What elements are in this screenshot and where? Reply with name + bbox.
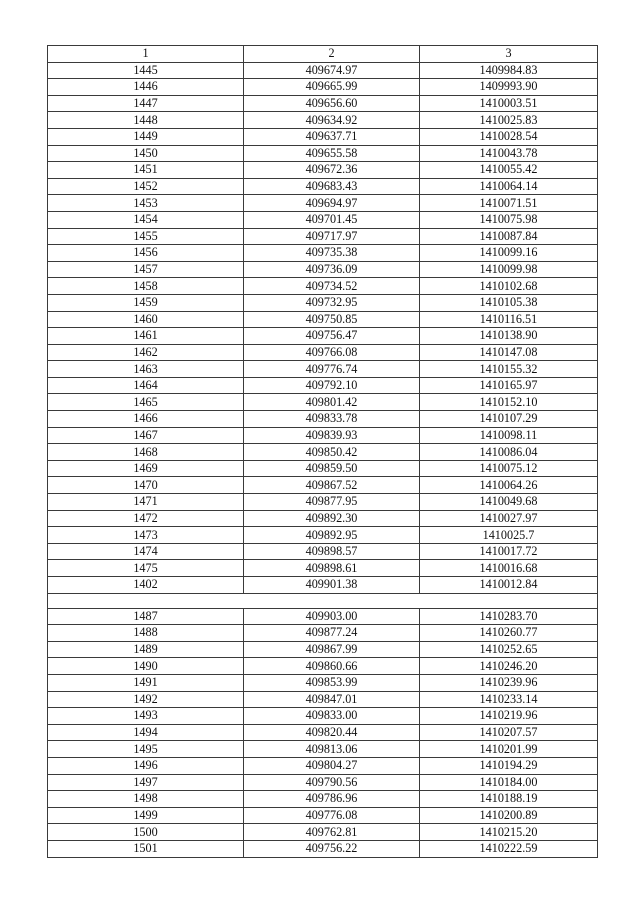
table-row [48, 477, 598, 494]
table-row [48, 377, 598, 394]
table-row [48, 411, 598, 428]
x-coordinate-cell: 409839.93 [244, 427, 420, 444]
table-row [48, 444, 598, 461]
header-cell-2: 2 [244, 46, 420, 63]
x-coordinate-cell: 409656.60 [244, 95, 420, 112]
point-number-cell: 1456 [48, 245, 244, 262]
table-row [48, 245, 598, 262]
point-number-cell: 1447 [48, 95, 244, 112]
point-number-cell: 1450 [48, 145, 244, 162]
table-row [48, 791, 598, 808]
y-coordinate-cell: 1409984.83 [420, 62, 598, 79]
x-coordinate-cell: 409892.95 [244, 527, 420, 544]
table-row [48, 691, 598, 708]
y-coordinate-cell: 1410222.59 [420, 840, 598, 857]
y-coordinate-cell: 1410099.98 [420, 261, 598, 278]
x-coordinate-cell: 409892.30 [244, 510, 420, 527]
table-row [48, 394, 598, 411]
point-number-cell: 1494 [48, 724, 244, 741]
header-cell-3: 3 [420, 46, 598, 63]
x-coordinate-cell: 409898.61 [244, 560, 420, 577]
y-coordinate-cell: 1410064.14 [420, 178, 598, 195]
y-coordinate-cell: 1410188.19 [420, 791, 598, 808]
point-number-cell: 1491 [48, 674, 244, 691]
header-row [48, 46, 598, 63]
point-number-cell: 1464 [48, 377, 244, 394]
x-coordinate-cell: 409877.95 [244, 494, 420, 511]
table-row [48, 658, 598, 675]
y-coordinate-cell: 1410027.97 [420, 510, 598, 527]
y-coordinate-cell: 1410207.57 [420, 724, 598, 741]
table-row [48, 344, 598, 361]
y-coordinate-cell: 1410184.00 [420, 774, 598, 791]
point-number-cell: 1446 [48, 79, 244, 96]
point-number-cell: 1402 [48, 577, 244, 594]
table-row [48, 527, 598, 544]
table-row [48, 79, 598, 96]
table-row [48, 741, 598, 758]
x-coordinate-cell: 409674.97 [244, 62, 420, 79]
x-coordinate-cell: 409853.99 [244, 674, 420, 691]
x-coordinate-cell: 409867.52 [244, 477, 420, 494]
table-row [48, 311, 598, 328]
table-row [48, 560, 598, 577]
y-coordinate-cell: 1410215.20 [420, 824, 598, 841]
point-number-cell: 1500 [48, 824, 244, 841]
x-coordinate-cell: 409776.08 [244, 807, 420, 824]
point-number-cell: 1495 [48, 741, 244, 758]
table-row [48, 641, 598, 658]
x-coordinate-cell: 409792.10 [244, 377, 420, 394]
point-number-cell: 1452 [48, 178, 244, 195]
x-coordinate-cell: 409859.50 [244, 460, 420, 477]
y-coordinate-cell: 1410086.04 [420, 444, 598, 461]
point-number-cell: 1489 [48, 641, 244, 658]
point-number-cell: 1457 [48, 261, 244, 278]
table-row [48, 494, 598, 511]
y-coordinate-cell: 1409993.90 [420, 79, 598, 96]
x-coordinate-cell: 409701.45 [244, 211, 420, 228]
y-coordinate-cell: 1410055.42 [420, 162, 598, 179]
y-coordinate-cell: 1410200.89 [420, 807, 598, 824]
x-coordinate-cell: 409732.95 [244, 294, 420, 311]
point-number-cell: 1499 [48, 807, 244, 824]
x-coordinate-cell: 409756.47 [244, 328, 420, 345]
x-coordinate-cell: 409694.97 [244, 195, 420, 212]
x-coordinate-cell: 409655.58 [244, 145, 420, 162]
y-coordinate-cell: 1410152.10 [420, 394, 598, 411]
x-coordinate-cell: 409833.00 [244, 708, 420, 725]
y-coordinate-cell: 1410064.26 [420, 477, 598, 494]
x-coordinate-cell: 409672.36 [244, 162, 420, 179]
y-coordinate-cell: 1410246.20 [420, 658, 598, 675]
point-number-cell: 1461 [48, 328, 244, 345]
table-row [48, 178, 598, 195]
point-number-cell: 1468 [48, 444, 244, 461]
table-row [48, 824, 598, 841]
table-row [48, 774, 598, 791]
table-row [48, 708, 598, 725]
y-coordinate-cell: 1410138.90 [420, 328, 598, 345]
x-coordinate-cell: 409634.92 [244, 112, 420, 129]
x-coordinate-cell: 409860.66 [244, 658, 420, 675]
x-coordinate-cell: 409717.97 [244, 228, 420, 245]
table-row [48, 278, 598, 295]
x-coordinate-cell: 409786.96 [244, 791, 420, 808]
x-coordinate-cell: 409762.81 [244, 824, 420, 841]
point-number-cell: 1490 [48, 658, 244, 675]
x-coordinate-cell: 409756.22 [244, 840, 420, 857]
y-coordinate-cell: 1410165.97 [420, 377, 598, 394]
x-coordinate-cell: 409683.43 [244, 178, 420, 195]
point-number-cell: 1487 [48, 608, 244, 625]
point-number-cell: 1492 [48, 691, 244, 708]
table-row [48, 674, 598, 691]
point-number-cell: 1453 [48, 195, 244, 212]
table-row [48, 228, 598, 245]
separator-cell [48, 593, 598, 608]
point-number-cell: 1496 [48, 757, 244, 774]
x-coordinate-cell: 409637.71 [244, 128, 420, 145]
point-number-cell: 1454 [48, 211, 244, 228]
point-number-cell: 1470 [48, 477, 244, 494]
point-number-cell: 1471 [48, 494, 244, 511]
x-coordinate-cell: 409766.08 [244, 344, 420, 361]
point-number-cell: 1469 [48, 460, 244, 477]
point-number-cell: 1474 [48, 543, 244, 560]
y-coordinate-cell: 1410194.29 [420, 757, 598, 774]
point-number-cell: 1455 [48, 228, 244, 245]
table-row [48, 543, 598, 560]
y-coordinate-cell: 1410087.84 [420, 228, 598, 245]
y-coordinate-cell: 1410016.68 [420, 560, 598, 577]
point-number-cell: 1449 [48, 128, 244, 145]
point-number-cell: 1497 [48, 774, 244, 791]
header-cell-1: 1 [48, 46, 244, 63]
point-number-cell: 1459 [48, 294, 244, 311]
table-row [48, 757, 598, 774]
point-number-cell: 1493 [48, 708, 244, 725]
table-row [48, 112, 598, 129]
y-coordinate-cell: 1410201.99 [420, 741, 598, 758]
table-row [48, 128, 598, 145]
y-coordinate-cell: 1410012.84 [420, 577, 598, 594]
point-number-cell: 1498 [48, 791, 244, 808]
y-coordinate-cell: 1410252.65 [420, 641, 598, 658]
table-row [48, 62, 598, 79]
y-coordinate-cell: 1410283.70 [420, 608, 598, 625]
table-body [48, 46, 598, 858]
table-row [48, 625, 598, 642]
table-row [48, 294, 598, 311]
x-coordinate-cell: 409804.27 [244, 757, 420, 774]
y-coordinate-cell: 1410155.32 [420, 361, 598, 378]
x-coordinate-cell: 409877.24 [244, 625, 420, 642]
point-number-cell: 1458 [48, 278, 244, 295]
table-row [48, 724, 598, 741]
point-number-cell: 1501 [48, 840, 244, 857]
point-number-cell: 1448 [48, 112, 244, 129]
x-coordinate-cell: 409776.74 [244, 361, 420, 378]
table-row [48, 261, 598, 278]
y-coordinate-cell: 1410239.96 [420, 674, 598, 691]
point-number-cell: 1445 [48, 62, 244, 79]
x-coordinate-cell: 409898.57 [244, 543, 420, 560]
y-coordinate-cell: 1410017.72 [420, 543, 598, 560]
table-row [48, 211, 598, 228]
group-separator-row [48, 593, 598, 608]
point-number-cell: 1460 [48, 311, 244, 328]
table-row [48, 460, 598, 477]
point-number-cell: 1465 [48, 394, 244, 411]
point-number-cell: 1462 [48, 344, 244, 361]
table-row [48, 807, 598, 824]
table-row [48, 195, 598, 212]
point-number-cell: 1488 [48, 625, 244, 642]
y-coordinate-cell: 1410071.51 [420, 195, 598, 212]
y-coordinate-cell: 1410219.96 [420, 708, 598, 725]
x-coordinate-cell: 409801.42 [244, 394, 420, 411]
x-coordinate-cell: 409790.56 [244, 774, 420, 791]
x-coordinate-cell: 409901.38 [244, 577, 420, 594]
x-coordinate-cell: 409735.38 [244, 245, 420, 262]
y-coordinate-cell: 1410025.7 [420, 527, 598, 544]
y-coordinate-cell: 1410102.68 [420, 278, 598, 295]
table-row [48, 145, 598, 162]
y-coordinate-cell: 1410025.83 [420, 112, 598, 129]
y-coordinate-cell: 1410233.14 [420, 691, 598, 708]
x-coordinate-cell: 409847.01 [244, 691, 420, 708]
point-number-cell: 1451 [48, 162, 244, 179]
y-coordinate-cell: 1410107.29 [420, 411, 598, 428]
x-coordinate-cell: 409813.06 [244, 741, 420, 758]
x-coordinate-cell: 409903.00 [244, 608, 420, 625]
table-row [48, 162, 598, 179]
y-coordinate-cell: 1410075.12 [420, 460, 598, 477]
y-coordinate-cell: 1410028.54 [420, 128, 598, 145]
y-coordinate-cell: 1410049.68 [420, 494, 598, 511]
point-number-cell: 1475 [48, 560, 244, 577]
y-coordinate-cell: 1410098.11 [420, 427, 598, 444]
x-coordinate-cell: 409665.99 [244, 79, 420, 96]
coordinates-table [47, 45, 598, 858]
table-row [48, 577, 598, 594]
y-coordinate-cell: 1410260.77 [420, 625, 598, 642]
x-coordinate-cell: 409850.42 [244, 444, 420, 461]
table-row [48, 608, 598, 625]
x-coordinate-cell: 409750.85 [244, 311, 420, 328]
table-row [48, 840, 598, 857]
x-coordinate-cell: 409734.52 [244, 278, 420, 295]
point-number-cell: 1472 [48, 510, 244, 527]
table-row [48, 510, 598, 527]
x-coordinate-cell: 409833.78 [244, 411, 420, 428]
y-coordinate-cell: 1410043.78 [420, 145, 598, 162]
table-row [48, 328, 598, 345]
table-row [48, 427, 598, 444]
x-coordinate-cell: 409820.44 [244, 724, 420, 741]
y-coordinate-cell: 1410105.38 [420, 294, 598, 311]
point-number-cell: 1463 [48, 361, 244, 378]
y-coordinate-cell: 1410075.98 [420, 211, 598, 228]
y-coordinate-cell: 1410003.51 [420, 95, 598, 112]
x-coordinate-cell: 409736.09 [244, 261, 420, 278]
table-row [48, 95, 598, 112]
point-number-cell: 1473 [48, 527, 244, 544]
point-number-cell: 1467 [48, 427, 244, 444]
y-coordinate-cell: 1410147.08 [420, 344, 598, 361]
x-coordinate-cell: 409867.99 [244, 641, 420, 658]
y-coordinate-cell: 1410099.16 [420, 245, 598, 262]
y-coordinate-cell: 1410116.51 [420, 311, 598, 328]
point-number-cell: 1466 [48, 411, 244, 428]
table-row [48, 361, 598, 378]
